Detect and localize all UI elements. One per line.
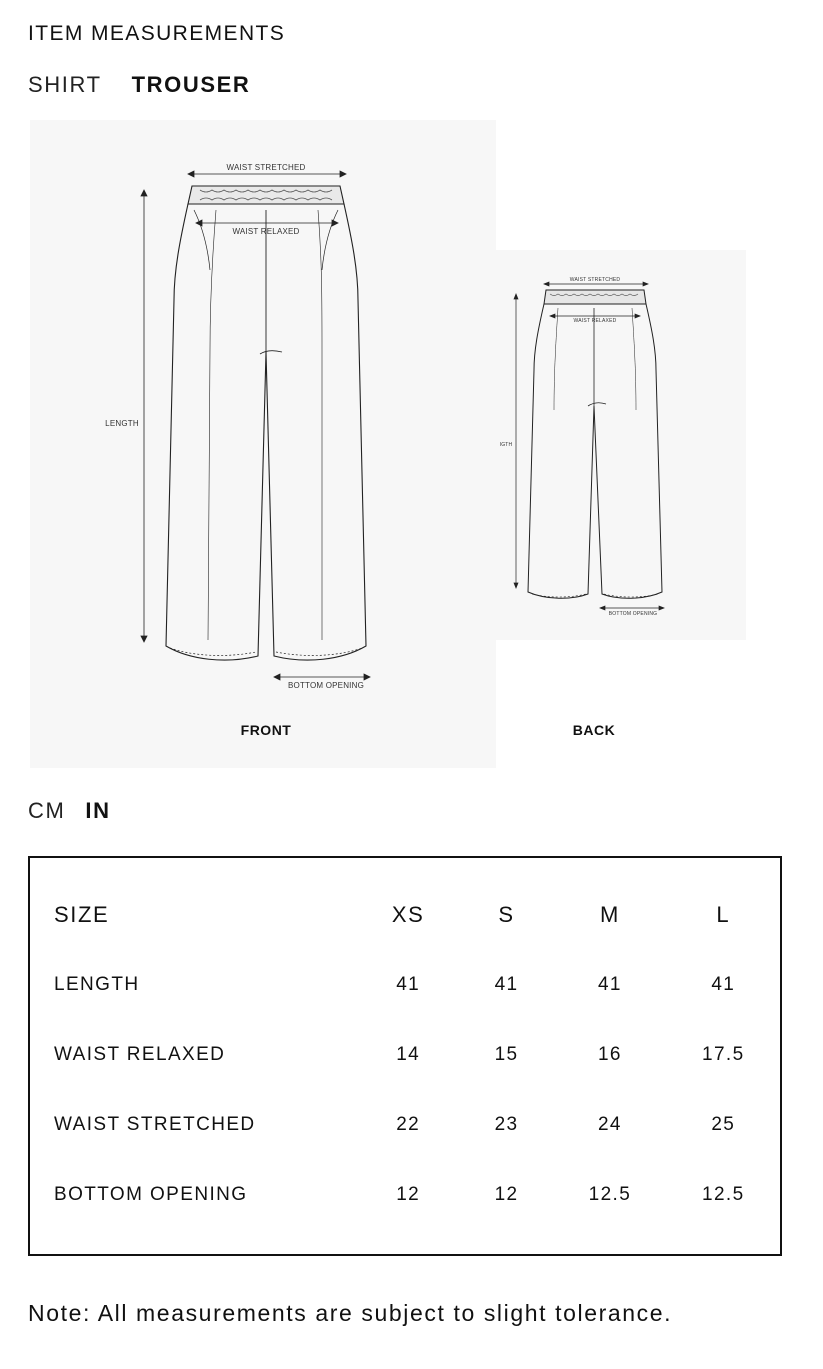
back-waist-relaxed-label: WAIST RELAXED [573,318,617,324]
front-waist-relaxed-label: WAIST RELAXED [232,227,300,236]
back-waist-stretched-label: WAIST STRETCHED [569,277,621,283]
row-label: BOTTOM OPENING [54,1184,248,1205]
front-waist-stretched-label: WAIST STRETCHED [226,163,306,172]
row-label: LENGTH [54,974,140,995]
row-label: WAIST RELAXED [54,1044,226,1065]
back-view-label: BACK [572,722,616,738]
back-diagram [496,250,746,640]
table-cell: 41 [597,974,622,995]
table-row [54,950,780,1020]
table-cell: 12.5 [702,1184,745,1205]
table-row [54,1020,780,1090]
column-header-size: SIZE [54,902,110,927]
column-header-xs: XS [391,902,425,927]
table-cell: 41 [711,974,736,995]
row-label: WAIST STRETCHED [54,1114,256,1135]
front-diagram [30,120,496,768]
tab-trouser[interactable]: TROUSER [131,72,251,97]
table-cell: 12 [494,1184,519,1205]
front-view-label: FRONT [240,722,292,738]
column-header-l: L [716,902,731,927]
front-bottom-opening-label: BOTTOM OPENING [288,681,364,690]
measurements-table [28,856,782,1256]
back-trouser-drawing [496,250,746,640]
tab-in[interactable]: IN [85,798,111,823]
tab-cm[interactable]: CM [28,798,66,823]
column-header-m: M [599,902,620,927]
table-cell: 24 [597,1114,622,1135]
tolerance-note: Note: All measurements are subject to slight tolerance. [28,1300,673,1326]
table-cell: 16 [597,1044,622,1065]
page-title: ITEM MEASUREMENTS [28,22,286,45]
back-length-label: IGTH [499,442,513,448]
table-cell: 41 [396,974,421,995]
tab-shirt[interactable]: SHIRT [28,72,102,97]
table-cell: 25 [711,1114,736,1135]
table-row [54,1090,780,1160]
front-trouser-drawing [30,120,496,768]
table-cell: 12.5 [588,1184,632,1205]
table-header-row [54,880,780,950]
table-row [54,1160,780,1230]
garment-tabs [28,72,250,98]
column-header-s: S [498,902,515,927]
table-cell: 23 [494,1114,519,1135]
unit-tabs [28,798,111,824]
back-bottom-opening-label: BOTTOM OPENING [608,611,658,617]
table-cell: 17.5 [702,1044,745,1065]
table-cell: 15 [494,1044,519,1065]
table-cell: 22 [396,1114,421,1135]
table-cell: 12 [396,1184,421,1205]
table-cell: 14 [396,1044,421,1065]
table-cell: 41 [494,974,519,995]
front-length-label: LENGTH [105,419,139,428]
